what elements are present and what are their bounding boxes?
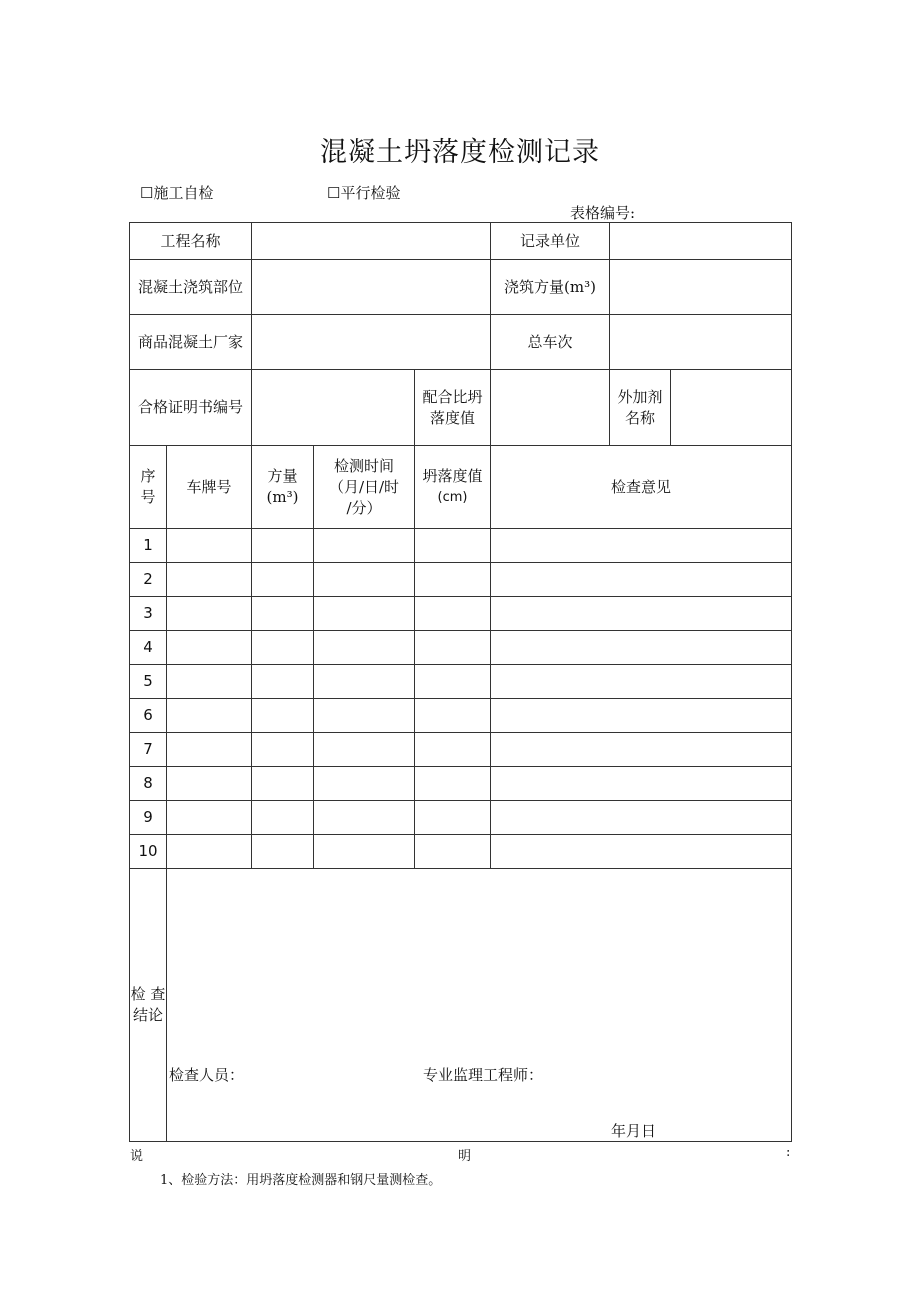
time-cell[interactable] [314, 665, 415, 699]
self-check-option[interactable]: ☐施工自检 [140, 184, 214, 202]
opinion-header: 检查意见 [491, 446, 792, 529]
record-unit-value[interactable] [610, 223, 792, 260]
note-item-1: 1、检验方法：用坍落度检测器和钢尺量测检查。 [160, 1173, 442, 1188]
data-rows [130, 529, 792, 869]
seq-header-line2: 号 [140, 488, 156, 506]
note-colon: : [786, 1145, 791, 1160]
row-number: 8 [130, 767, 167, 801]
volume-cell[interactable] [252, 597, 314, 631]
opinion-cell[interactable] [491, 563, 792, 597]
volume-cell[interactable] [252, 733, 314, 767]
table-row [130, 699, 792, 733]
volume-cell[interactable] [252, 699, 314, 733]
slump-cell[interactable] [415, 563, 491, 597]
plate-cell[interactable] [167, 597, 252, 631]
slump-cell[interactable] [415, 699, 491, 733]
time-cell[interactable] [314, 835, 415, 869]
note-ming: 明 [458, 1149, 472, 1164]
slump-cell[interactable] [415, 631, 491, 665]
table-row [130, 767, 792, 801]
time-cell[interactable] [314, 529, 415, 563]
row-number: 2 [130, 563, 167, 597]
admixture-label-line2: 名称 [625, 408, 656, 427]
date-label: 年月日 [611, 1122, 657, 1140]
total-trucks-label: 总车次 [491, 315, 610, 370]
opinion-cell[interactable] [491, 835, 792, 869]
time-cell[interactable] [314, 801, 415, 835]
opinion-cell[interactable] [491, 767, 792, 801]
table-row [130, 665, 792, 699]
opinion-cell[interactable] [491, 733, 792, 767]
table-row [130, 835, 792, 869]
slump-cell[interactable] [415, 665, 491, 699]
time-cell[interactable] [314, 563, 415, 597]
table-row [130, 529, 792, 563]
slump-header-line2: (cm) [437, 490, 468, 505]
manufacturer-value[interactable] [252, 315, 491, 370]
time-header-line3: /分） [346, 498, 382, 517]
row-number: 5 [130, 665, 167, 699]
pour-location-value[interactable] [252, 260, 491, 315]
plate-cell[interactable] [167, 631, 252, 665]
manufacturer-label: 商品混凝土厂家 [130, 315, 252, 370]
opinion-cell[interactable] [491, 665, 792, 699]
row-number: 10 [130, 835, 167, 869]
form-number-label: 表格编号: [570, 204, 636, 222]
conclusion-label-line1: 检 查 [130, 985, 166, 1003]
volume-cell[interactable] [252, 529, 314, 563]
opinion-cell[interactable] [491, 631, 792, 665]
mix-slump-label-line1: 配合比坍 [422, 387, 483, 406]
volume-cell[interactable] [252, 801, 314, 835]
parallel-check-option[interactable]: ☐平行检验 [327, 184, 401, 202]
opinion-cell[interactable] [491, 699, 792, 733]
mix-slump-value[interactable] [491, 370, 610, 446]
slump-header [415, 446, 491, 529]
time-header-line1: 检测时间 [334, 456, 395, 475]
plate-header: 车牌号 [167, 446, 252, 529]
page-title: 混凝土坍落度检测记录 [320, 137, 600, 168]
record-unit-label: 记录单位 [491, 223, 610, 260]
volume-cell[interactable] [252, 835, 314, 869]
table-row [130, 733, 792, 767]
volume-cell[interactable] [252, 665, 314, 699]
plate-cell[interactable] [167, 767, 252, 801]
plate-cell[interactable] [167, 733, 252, 767]
slump-cell[interactable] [415, 835, 491, 869]
slump-cell[interactable] [415, 529, 491, 563]
slump-cell[interactable] [415, 597, 491, 631]
certificate-no-label: 合格证明书编号 [130, 370, 252, 446]
seq-header [130, 446, 167, 529]
mix-slump-label [415, 370, 491, 446]
slump-cell[interactable] [415, 733, 491, 767]
table-row [130, 631, 792, 665]
time-cell[interactable] [314, 733, 415, 767]
time-cell[interactable] [314, 699, 415, 733]
pour-volume-value[interactable] [610, 260, 792, 315]
plate-cell[interactable] [167, 665, 252, 699]
project-name-value[interactable] [252, 223, 491, 260]
plate-cell[interactable] [167, 835, 252, 869]
time-cell[interactable] [314, 597, 415, 631]
admixture-label-line1: 外加剂 [617, 387, 663, 406]
volume-cell[interactable] [252, 631, 314, 665]
opinion-cell[interactable] [491, 801, 792, 835]
table-row [130, 597, 792, 631]
slump-cell[interactable] [415, 767, 491, 801]
volume-header: 方量(m³) [252, 446, 314, 529]
row-number: 4 [130, 631, 167, 665]
conclusion-label [130, 869, 167, 1142]
note-shuo: 说 [130, 1149, 144, 1164]
row-number: 1 [130, 529, 167, 563]
slump-cell[interactable] [415, 801, 491, 835]
opinion-cell[interactable] [491, 597, 792, 631]
slump-header-line1: 坍落度值 [422, 467, 483, 485]
record-table [129, 222, 792, 1142]
row-number: 6 [130, 699, 167, 733]
table-row [130, 563, 792, 597]
table-row [130, 801, 792, 835]
opinion-cell[interactable] [491, 529, 792, 563]
volume-cell[interactable] [252, 563, 314, 597]
volume-cell[interactable] [252, 767, 314, 801]
row-number: 7 [130, 733, 167, 767]
pour-volume-label: 浇筑方量(m³) [491, 260, 610, 315]
plate-cell[interactable] [167, 801, 252, 835]
seq-header-line1: 序 [140, 467, 156, 485]
time-cell[interactable] [314, 767, 415, 801]
admixture-label [610, 370, 671, 446]
supervisor-label: 专业监理工程师： [423, 1066, 544, 1084]
row-number: 3 [130, 597, 167, 631]
total-trucks-value[interactable] [610, 315, 792, 370]
certificate-no-value[interactable] [252, 370, 415, 446]
conclusion-label-line2: 结论 [132, 1006, 163, 1024]
inspector-label: 检查人员： [169, 1066, 245, 1084]
time-header [314, 446, 415, 529]
row-number: 9 [130, 801, 167, 835]
plate-cell[interactable] [167, 563, 252, 597]
admixture-value[interactable] [671, 370, 792, 446]
plate-cell[interactable] [167, 529, 252, 563]
time-cell[interactable] [314, 631, 415, 665]
mix-slump-label-line2: 落度值 [430, 408, 476, 427]
pour-location-label: 混凝土浇筑部位 [130, 260, 252, 315]
plate-cell[interactable] [167, 699, 252, 733]
conclusion-area[interactable] [167, 869, 792, 1142]
project-name-label: 工程名称 [130, 223, 252, 260]
time-header-line2: （月/日/时 [328, 477, 400, 496]
